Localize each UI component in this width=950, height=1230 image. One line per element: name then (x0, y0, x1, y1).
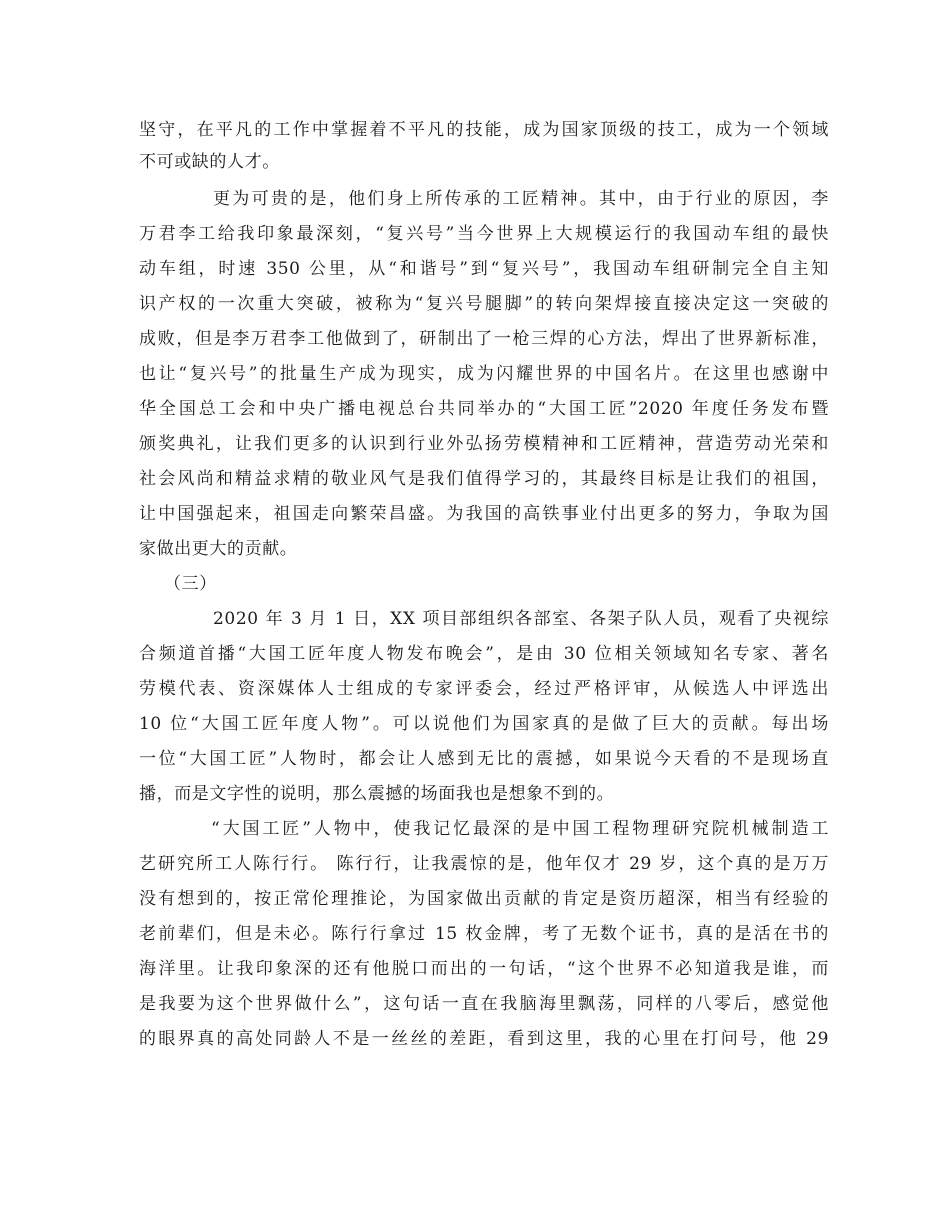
text-line: 成败，但是李万君李工他做到了，研制出了一枪三焊的心方法，焊出了世界新标准， (139, 329, 829, 349)
text-line: 10 位“大国工匠年度人物”。可以说他们为国家真的是做了巨大的贡献。每出场 (139, 714, 829, 734)
text-line: 老前辈们，但是未必。陈行行拿过 15 枚金牌，考了无数个证书，真的是活在书的 (139, 924, 829, 944)
text-line: 让中国强起来，祖国走向繁荣昌盛。为我国的高铁事业付出更多的努力，争取为国 (139, 504, 829, 524)
text-line: 坚守，在平凡的工作中掌握着不平凡的技能，成为国家顶级的技工，成为一个领域 (139, 120, 829, 140)
text-line: 播，而是文字性的说明，那么震撼的场面我也是想象不到的。 (139, 784, 615, 804)
text-line: 是我要为这个世界做什么”，这句话一直在我脑海里飘荡，同样的八零后，感觉他 (139, 994, 829, 1014)
text-line: 劳模代表、资深媒体人士组成的专家评委会，经过严格评审，从候选人中评选出 (139, 679, 829, 699)
text-line: 不可或缺的人才。 (139, 152, 280, 172)
text-line: 动车组，时速 350 公里，从“和谐号”到“复兴号”，我国动车组研制完全自主知 (139, 259, 829, 279)
text-line: 社会风尚和精益求精的敬业风气是我们值得学习的，其最终目标是让我们的祖国， (139, 469, 829, 489)
text-line: 没有想到的，按正常伦理推论，为国家做出贡献的肯定是资历超深，相当有经验的 (139, 889, 829, 909)
text-line: 万君李工给我印象最深刻，“复兴号”当今世界上大规模运行的我国动车组的最快 (139, 224, 829, 244)
text-line: “大国工匠”人物中，使我记忆最深的是中国工程物理研究院机械制造工 (211, 819, 829, 839)
text-line: 的眼界真的高处同龄人不是一丝丝的差距，看到这里，我的心里在打问号，他 29 (139, 1029, 829, 1049)
text-line: 艺研究所工人陈行行。 陈行行，让我震惊的是，他年仅才 29 岁，这个真的是万万 (139, 854, 829, 874)
text-line: 家做出更大的贡献。 (139, 539, 298, 559)
text-line: 识产权的一次重大突破，被称为“复兴号腿脚”的转向架焊接直接决定这一突破的 (139, 294, 829, 314)
text-line: 2020 年 3 月 1 日，XX 项目部组织各部室、各架子队人员，观看了央视综 (213, 609, 829, 629)
text-line: 一位“大国工匠”人物时，都会让人感到无比的震撼，如果说今天看的不是现场直 (139, 749, 829, 769)
text-line: 海洋里。让我印象深的还有他脱口而出的一句话，“这个世界不必知道我是谁，而 (139, 959, 829, 979)
text-line: 合频道首播“大国工匠年度人物发布晚会”，是由 30 位相关领域知名专家、著名 (139, 644, 829, 664)
text-line: 颁奖典礼，让我们更多的认识到行业外弘扬劳模精神和工匠精神，营造劳动光荣和 (139, 434, 829, 454)
text-line: 也让“复兴号”的批量生产成为现实，成为闪耀世界的中国名片。在这里也感谢中 (139, 364, 829, 384)
section-heading: （三） (164, 574, 217, 594)
text-line: 更为可贵的是，他们身上所传承的工匠精神。其中，由于行业的原因，李 (213, 189, 829, 209)
text-line: 华全国总工会和中央广播电视总台共同举办的“大国工匠”2020 年度任务发布暨 (139, 399, 829, 419)
